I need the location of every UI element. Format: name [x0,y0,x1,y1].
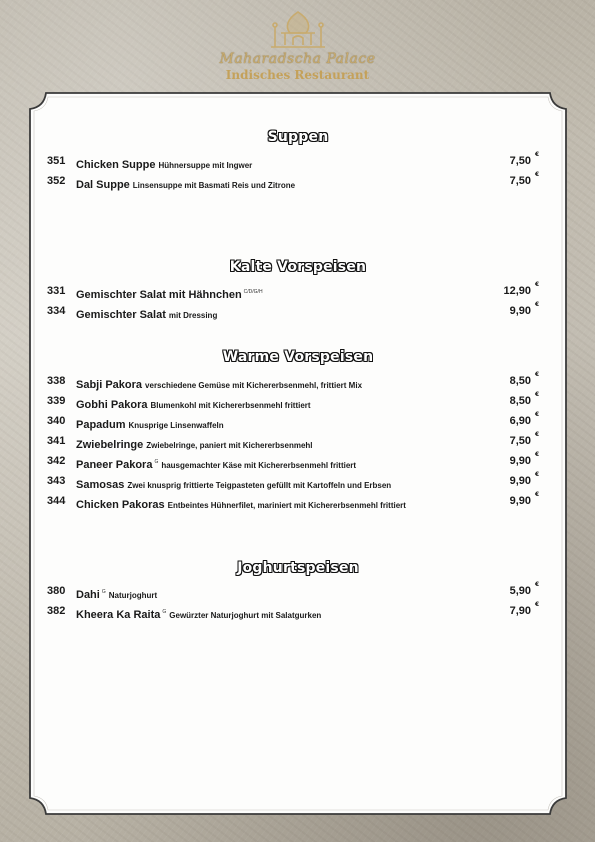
item-number: 334 [47,305,66,317]
item-description: mit Dressing [168,311,218,320]
item-name-line [76,455,356,473]
menu-item [28,171,568,191]
item-description: Linsensuppe mit Basmati Reis und Zitrone [132,181,296,190]
menu-item [28,431,568,451]
item-name: Gobhi Pakora [76,399,148,411]
euro-symbol: € [535,171,540,178]
item-number: 352 [47,175,66,187]
euro-symbol: € [535,391,540,398]
item-description: Zwei knusprig frittierte Teigpasteten gefüllt mit Kartoffeln und Erbsen [127,481,392,490]
menu-item [28,301,568,321]
euro-symbol: € [535,451,540,458]
euro-symbol: € [535,411,540,418]
item-number: 331 [47,285,66,297]
item-number: 344 [47,495,66,507]
item-price: 7,90 [509,605,531,617]
euro-symbol: € [535,581,540,588]
menu-item [28,371,568,391]
item-name-line [76,375,362,393]
restaurant-logo-text: Maharadscha Palace [219,51,376,67]
item-number: 342 [47,455,66,467]
item-price: 9,90 [509,455,531,467]
item-price: 7,50 [509,435,531,447]
item-number: 338 [47,375,66,387]
menu-item [28,601,568,621]
item-name: Chicken Suppe [76,159,156,171]
item-name-line [76,585,157,603]
item-name: Kheera Ka Raita [76,609,161,621]
menu-item [28,451,568,471]
section-title: Joghurtspeisen [237,560,359,576]
euro-symbol: € [535,151,540,158]
item-name-line [76,175,295,193]
item-price: 9,90 [509,475,531,487]
item-price: 8,50 [509,375,531,387]
euro-symbol: € [535,431,540,438]
item-name: Zwiebelringe [76,439,144,451]
item-name-line [76,495,406,513]
menu-item [28,281,568,301]
allergen-code: G [162,609,167,615]
item-name: Papadum [76,419,126,431]
item-description: Entbeintes Hühnerfilet, mariniert mit Kichererbsenmehl frittiert [167,501,406,510]
section-title: Kalte Vorspeisen [229,259,367,275]
allergen-code: G [101,589,106,595]
menu-content [28,91,568,816]
euro-symbol: € [535,371,540,378]
menu-item [28,471,568,491]
menu-item [28,151,568,171]
euro-symbol: € [535,491,540,498]
allergen-code: G [154,459,159,465]
item-description: Gewürzter Naturjoghurt mit Salatgurken [169,611,322,620]
taj-mahal-logo-icon [263,9,333,49]
item-name: Dal Suppe [76,179,130,191]
item-price: 8,50 [509,395,531,407]
item-number: 382 [47,605,66,617]
item-number: 341 [47,435,66,447]
item-description: hausgemachter Käse mit Kichererbsenmehl frittiert [161,461,357,470]
menu-item [28,581,568,601]
item-number: 340 [47,415,66,427]
item-name: Paneer Pakora [76,459,153,471]
item-name-line [76,395,311,413]
restaurant-subtitle: Indisches Restaurant [225,68,370,82]
item-name-line [76,285,263,303]
item-name-line [76,155,252,173]
item-name: Gemischter Salat mit Hähnchen [76,289,242,301]
item-name-line [76,435,313,453]
item-name: Sabji Pakora [76,379,143,391]
item-number: 339 [47,395,66,407]
item-price: 9,90 [509,305,531,317]
item-description: Knusprige Linsenwaffeln [128,421,224,430]
item-price: 5,90 [509,585,531,597]
menu-item [28,391,568,411]
item-description: Naturjoghurt [108,591,158,600]
item-name-line [76,605,321,623]
item-number: 380 [47,585,66,597]
euro-symbol: € [535,471,540,478]
item-description: Zwiebelringe, paniert mit Kichererbsenmehl [146,441,313,450]
euro-symbol: € [535,281,540,288]
euro-symbol: € [535,301,540,308]
item-number: 351 [47,155,66,167]
item-description: verschiedene Gemüse mit Kichererbsenmehl, frittiert Mix [145,381,363,390]
item-description: Blumenkohl mit Kichererbsenmehl frittiert [150,401,311,410]
item-name: Gemischter Salat [76,309,166,321]
item-name-line [76,305,217,323]
section-title: Warme Vorspeisen [222,349,374,365]
section-title: Suppen [267,129,329,145]
item-price: 7,50 [509,175,531,187]
allergen-code: C/D/G/H [243,289,263,295]
item-price: 6,90 [509,415,531,427]
page-header [0,0,595,92]
item-price: 12,90 [503,285,531,297]
item-name-line [76,475,391,493]
menu-item [28,411,568,431]
item-name: Chicken Pakoras [76,499,165,511]
item-price: 9,90 [509,495,531,507]
item-name-line [76,415,224,433]
item-name: Samosas [76,479,125,491]
item-number: 343 [47,475,66,487]
euro-symbol: € [535,601,540,608]
item-name: Dahi [76,589,100,601]
menu-item [28,491,568,511]
item-price: 7,50 [509,155,531,167]
item-description: Hühnersuppe mit Ingwer [158,161,253,170]
